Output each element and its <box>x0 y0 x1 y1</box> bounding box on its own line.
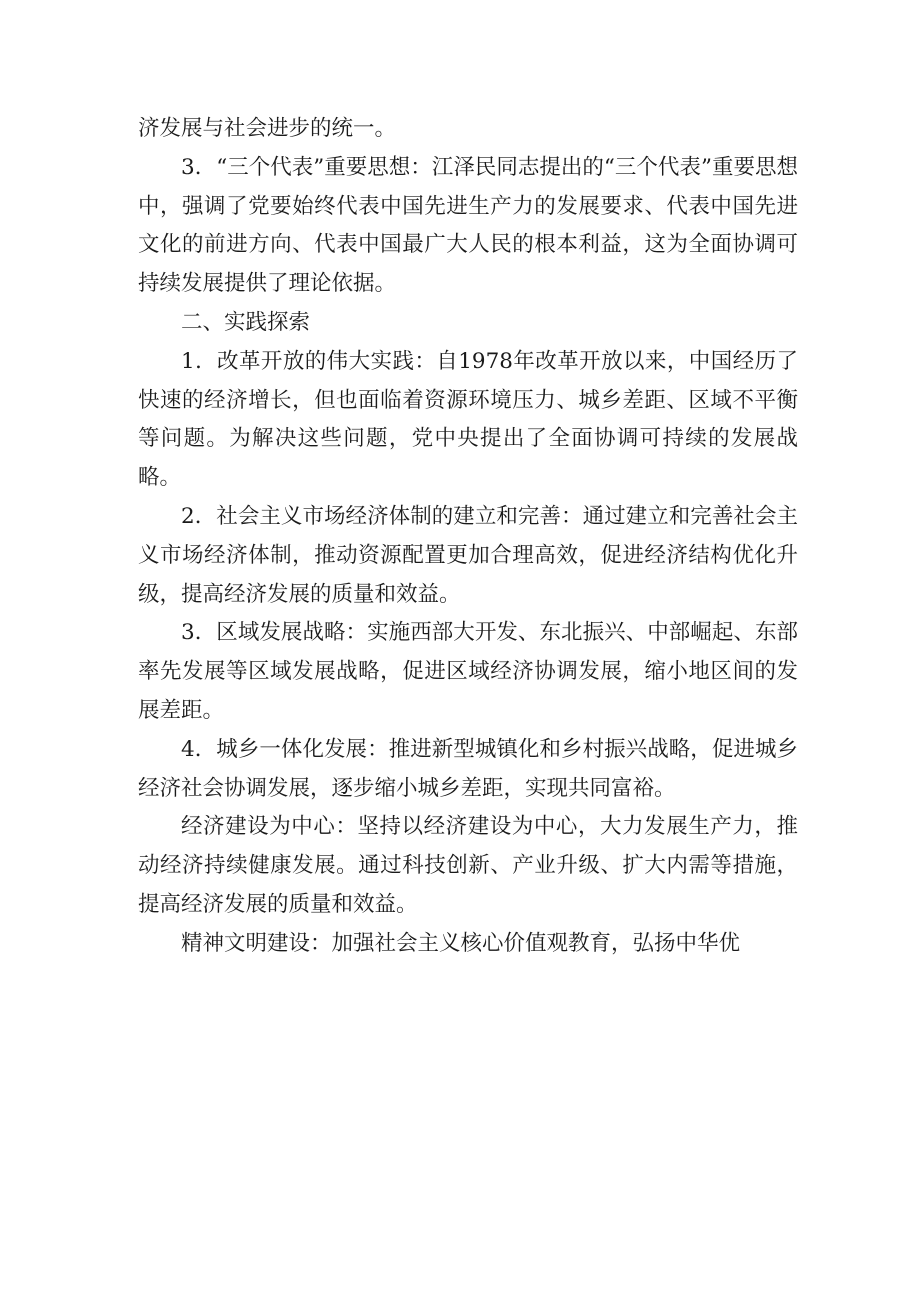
paragraph-market-economy: 2．社会主义市场经济体制的建立和完善：通过建立和完善社会主义市场经济体制，推动资源配置更加合理高效，促进经济结构优化升级，提高经济发展的质量和效益。 <box>138 503 798 607</box>
paragraph-continuation: 济发展与社会进步的统一。 <box>138 116 397 141</box>
paragraph-reform-opening: 1．改革开放的伟大实践：自1978年改革开放以来，中国经历了快速的经济增长，但也面临着资源环境压力、城乡差距、区域不平衡等问题。为解决这些问题，党中央提出了全面协调可持续的发展战略。 <box>138 348 798 491</box>
paragraph-regional-strategy: 3．区域发展战略：实施西部大开发、东北振兴、中部崛起、东部率先发展等区域发展战略，促进区域经济协调发展，缩小地区间的发展差距。 <box>138 620 798 723</box>
document-body <box>138 110 798 964</box>
section-heading-practice: 二、实践探索 <box>181 309 311 335</box>
paragraph-spiritual-civilization: 精神文明建设：加强社会主义核心价值观教育，弘扬中华优 <box>181 930 741 956</box>
paragraph-economic-construction: 经济建设为中心：坚持以经济建设为中心，大力发展生产力，推动经济持续健康发展。通过科技创新、产业升级、扩大内需等措施，提高经济发展的质量和效益。 <box>138 814 798 917</box>
paragraph-urban-rural: 4．城乡一体化发展：推进新型城镇化和乡村振兴战略，促进城乡经济社会协调发展，逐步缩小城乡差距，实现共同富裕。 <box>138 736 798 801</box>
paragraph-three-represents: 3．“三个代表”重要思想：江泽民同志提出的“三个代表”重要思想中，强调了党要始终代表中国先进生产力的发展要求、代表中国先进文化的前进方向、代表中国最广大人民的根本利益，这为全面协调可持续发展提供了理论依据。 <box>138 154 798 297</box>
